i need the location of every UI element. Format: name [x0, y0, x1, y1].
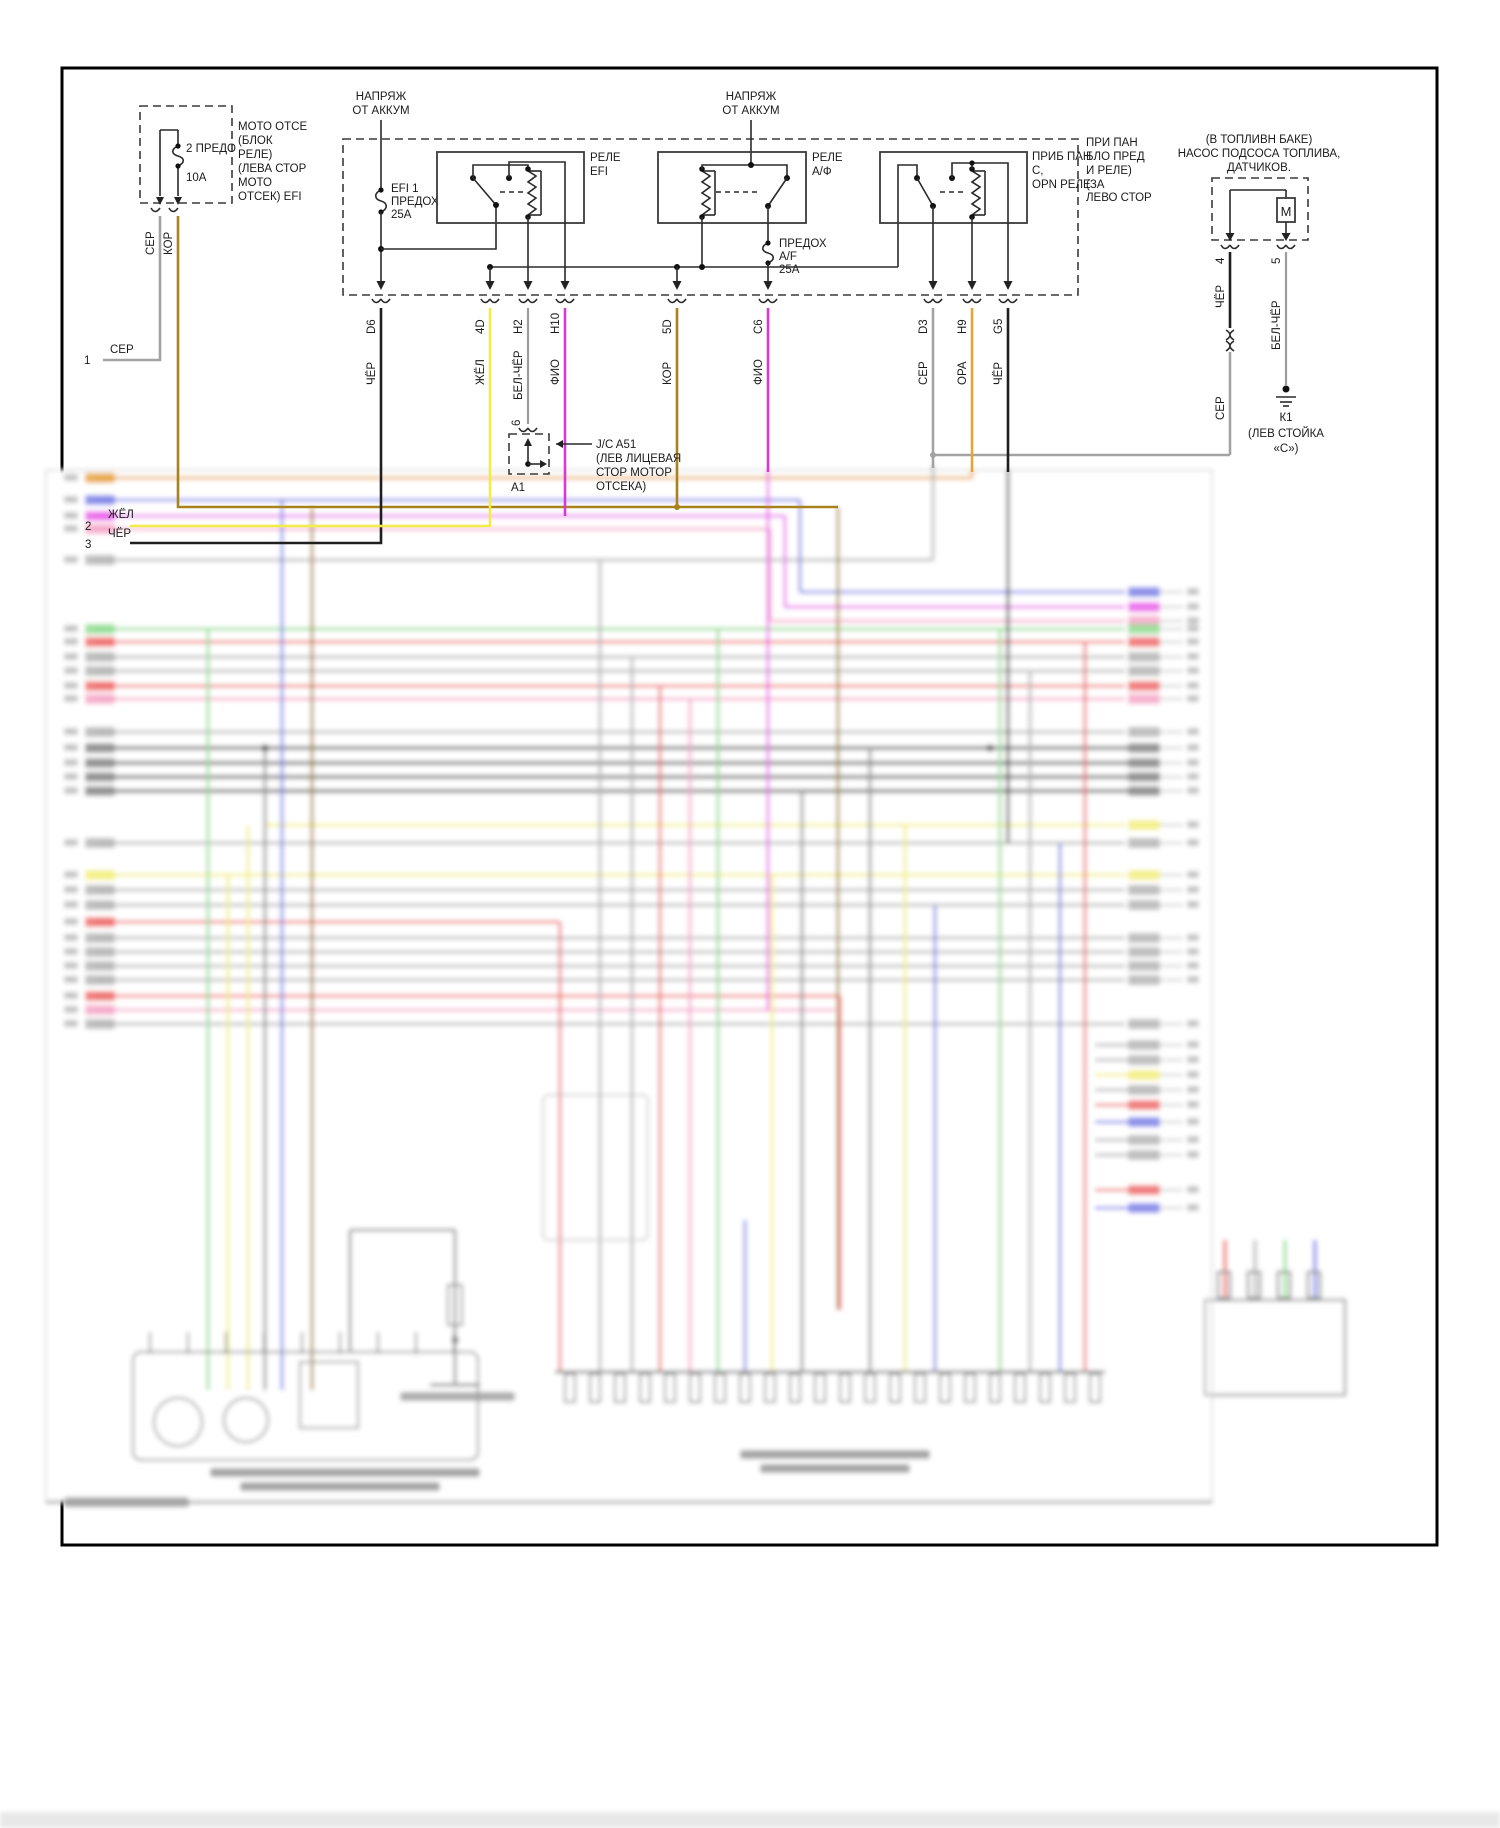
blur-rect — [1128, 933, 1160, 943]
relay-name: OPN РЕЛЕ — [1032, 179, 1091, 191]
pump-location: (В ТОПЛИВН БАКЕ) — [1205, 134, 1313, 146]
blur-rect — [85, 624, 115, 634]
blur-rect — [85, 900, 115, 910]
pin-label: H2 — [513, 319, 525, 334]
blur-rect — [1187, 839, 1199, 846]
wire-color-label: ФИО — [753, 359, 765, 385]
fuse-block-name: (БЛОК — [238, 135, 273, 147]
fuse-label: A/F — [779, 251, 797, 263]
pin-label: 4 — [1215, 257, 1227, 264]
wire-color-label: ЧЁР — [993, 361, 1005, 385]
wire-kor — [178, 216, 838, 507]
blurred-panel — [46, 470, 1212, 1502]
blur-rect — [64, 918, 78, 925]
blur-rect — [85, 637, 115, 647]
jc-location: (ЛЕВ ЛИЦЕВАЯ — [596, 453, 682, 465]
blur-rect — [85, 758, 115, 768]
blur-rect — [1128, 870, 1160, 880]
connector-arcs — [151, 208, 178, 212]
blur-rect — [85, 495, 115, 505]
blur-rect — [1128, 1203, 1160, 1213]
blur-rect — [1187, 625, 1199, 632]
blur-rect — [85, 727, 115, 737]
blur-rect — [64, 839, 78, 846]
wire-color-label: ЧЁР — [1215, 284, 1227, 308]
blur-rect — [85, 933, 115, 943]
blur-circle — [987, 745, 994, 752]
blur-rect — [1128, 786, 1160, 796]
blur-rect — [1187, 1041, 1199, 1048]
blur-rect — [85, 838, 115, 848]
blur-rect — [85, 694, 115, 704]
blurred-caption — [64, 1497, 189, 1507]
blur-rect — [1128, 602, 1160, 612]
relay-name: РЕЛЕ — [590, 152, 621, 164]
blur-rect — [85, 1019, 115, 1029]
battery-feed-label: НАПРЯЖ — [355, 91, 407, 103]
blur-rect — [64, 934, 78, 941]
blur-rect — [85, 652, 115, 662]
relay-coil — [702, 171, 710, 215]
blur-rect — [1128, 975, 1160, 985]
relay-location: ПРИ ПАН — [1086, 137, 1138, 149]
blur-rect — [1128, 900, 1160, 910]
ground-location: (ЛЕВ СТОЙКА — [1248, 428, 1324, 440]
blur-rect — [1128, 1070, 1160, 1080]
blur-rect — [85, 975, 115, 985]
fuse-efi1-symbol — [376, 190, 387, 212]
blur-rect — [64, 695, 78, 702]
blur-rect — [85, 991, 115, 1001]
fuse-block-name: ОТСЕК) EFI — [238, 191, 302, 203]
blur-rect — [1187, 962, 1199, 969]
blur-rect — [1187, 948, 1199, 955]
blur-rect — [1187, 1101, 1199, 1108]
blur-rect — [1187, 728, 1199, 735]
blur-rect — [1128, 652, 1160, 662]
pin-label: 5 — [1271, 257, 1283, 264]
fuse-rating: 25А — [391, 209, 412, 221]
connector-arcs — [519, 428, 537, 432]
fuse-rating: 25А — [779, 264, 800, 276]
jc-terminal: A1 — [511, 482, 526, 494]
blur-rect — [1187, 759, 1199, 766]
blur-rect — [1187, 617, 1199, 624]
relay-coil — [528, 171, 536, 215]
pin-label: 6 — [511, 419, 523, 426]
battery-feed-label: ОТ АККУМ — [722, 105, 780, 117]
blur-rect — [1128, 1085, 1160, 1095]
blur-rect — [64, 759, 78, 766]
blur-rect — [1187, 1204, 1199, 1211]
fuse-label: ПРЕДОХ — [779, 238, 827, 250]
blur-rect — [85, 885, 115, 895]
blur-rect — [1128, 666, 1160, 676]
terminal-number: 2 — [85, 521, 92, 533]
blur-rect — [85, 772, 115, 782]
pump-name: НАСОС ПОДСОСА ТОПЛИВА, — [1177, 148, 1341, 160]
blur-circle — [262, 745, 269, 752]
blurred-caption — [210, 1468, 480, 1477]
blur-rect — [64, 787, 78, 794]
relay-name: С, — [1032, 165, 1044, 177]
blur-rect — [64, 773, 78, 780]
blur-rect — [85, 961, 115, 971]
fuel-pump-assembly — [1178, 134, 1341, 455]
blur-rect — [64, 525, 78, 532]
blur-rect — [85, 473, 115, 483]
blur-rect — [64, 744, 78, 751]
efi-relay — [437, 152, 621, 281]
terminal-number: 3 — [85, 539, 92, 551]
blur-rect — [1187, 901, 1199, 908]
blur-rect — [1128, 885, 1160, 895]
relay-name: А/Ф — [812, 166, 832, 178]
blur-rect — [1128, 1100, 1160, 1110]
af-relay-box — [658, 152, 806, 223]
jc-location: СТОР МОТОР — [596, 467, 672, 479]
pin-label: H9 — [957, 319, 969, 334]
blur-rect — [1187, 653, 1199, 660]
fuse-10a-symbol — [173, 146, 184, 166]
blur-rect — [1128, 1055, 1160, 1065]
boundary-connectors — [372, 281, 1017, 303]
blur-rect — [1187, 1020, 1199, 1027]
fuse-rating: 10А — [186, 172, 207, 184]
blur-rect — [1187, 773, 1199, 780]
blur-rect — [1187, 1186, 1199, 1193]
relay-location: ЛЕВО СТОР — [1086, 192, 1152, 204]
blur-rect — [1128, 820, 1160, 830]
blur-rect — [1187, 821, 1199, 828]
blur-rect — [1187, 1071, 1199, 1078]
blur-rect — [1187, 667, 1199, 674]
pin-label: H10 — [550, 312, 562, 334]
blur-rect — [1128, 1135, 1160, 1145]
blur-rect — [1128, 681, 1160, 691]
wire-color-label: ЖЁЛ — [108, 509, 134, 521]
blur-rect — [85, 870, 115, 880]
blur-rect — [1187, 682, 1199, 689]
blurred-caption — [240, 1482, 440, 1491]
fuse-block-name: (ЛЕВА СТОР — [238, 163, 307, 175]
blur-rect — [64, 871, 78, 878]
wire-color-label: СЕР — [1215, 396, 1227, 420]
circuit-opening-relay — [880, 137, 1152, 281]
wire-color-label: ЧЁР — [108, 528, 132, 540]
blur-rect — [1187, 603, 1199, 610]
pin-label: 5D — [662, 319, 674, 334]
blur-rect — [1128, 758, 1160, 768]
blur-rect — [1187, 1151, 1199, 1158]
blur-rect — [1128, 1150, 1160, 1160]
blur-rect — [1128, 727, 1160, 737]
fuse-label: 2 ПРЕДО — [186, 143, 236, 155]
blur-rect — [85, 666, 115, 676]
battery-feed-label: ОТ АККУМ — [352, 105, 410, 117]
relay-name: ПРИБ ПАН — [1032, 151, 1092, 163]
blur-rect — [64, 901, 78, 908]
wire-color-label: ЖЁЛ — [475, 359, 487, 385]
blur-rect — [64, 556, 78, 563]
engine-room-fuse-block — [140, 106, 307, 212]
pin-label: D3 — [918, 319, 930, 334]
wire-color-label: ОРА — [957, 361, 969, 385]
blur-rect — [64, 1020, 78, 1027]
wire-color-label: СЕР — [110, 344, 134, 356]
ground-location: «С») — [1273, 443, 1299, 455]
fuse-block-name: МОТО ОТСЕ — [238, 121, 308, 133]
ground-id: К1 — [1279, 412, 1293, 424]
blur-rect — [1187, 1056, 1199, 1063]
blur-rect — [64, 992, 78, 999]
blur-rect — [1128, 637, 1160, 647]
blur-rect — [85, 743, 115, 753]
blur-rect — [85, 1005, 115, 1015]
pin-label: G5 — [993, 318, 1005, 334]
fuse-af-symbol — [763, 243, 774, 263]
fuse-block-name: МОТО — [238, 177, 272, 189]
blur-rect — [1128, 624, 1160, 634]
blur-rect — [1187, 588, 1199, 595]
pump-box — [1212, 178, 1308, 240]
blur-rect — [85, 555, 115, 565]
blur-rect — [64, 948, 78, 955]
fuse-label: EFI 1 — [391, 183, 419, 195]
blur-rect — [1128, 1019, 1160, 1029]
blur-rect — [1128, 694, 1160, 704]
wire-junction — [674, 504, 680, 510]
af-relay — [658, 152, 843, 223]
relay-location: И РЕЛЕ) — [1086, 165, 1132, 177]
connector-arcs — [372, 299, 1017, 303]
blur-rect — [1128, 838, 1160, 848]
blur-rect — [1187, 934, 1199, 941]
blur-rect — [85, 786, 115, 796]
blur-rect — [64, 1006, 78, 1013]
blur-rect — [1187, 976, 1199, 983]
blur-rect — [1187, 871, 1199, 878]
relay-location: БЛО ПРЕД — [1086, 151, 1145, 163]
relay-coil — [972, 171, 980, 215]
blur-rect — [64, 962, 78, 969]
wire-color-label: БЕЛ-ЧЁР — [1271, 300, 1283, 350]
blur-rect — [1128, 1185, 1160, 1195]
blur-rect — [64, 625, 78, 632]
jc-location: ОТСЕКА) — [596, 481, 647, 493]
wire-color-label: ЧЁР — [366, 361, 378, 385]
blur-rect — [1128, 1040, 1160, 1050]
fuse-label: ПРЕДОХ — [391, 196, 439, 208]
pin-label: D6 — [366, 319, 378, 334]
blur-rect — [1187, 1118, 1199, 1125]
battery-feed-label: НАПРЯЖ — [725, 91, 777, 103]
motor-letter: M — [1280, 204, 1292, 219]
wire-color-label: ФИО — [550, 359, 562, 385]
blurred-caption — [740, 1450, 930, 1459]
blur-rect — [64, 667, 78, 674]
blur-rect — [1187, 1086, 1199, 1093]
wire-color-label: СЕР — [145, 231, 157, 255]
blur-rect — [64, 886, 78, 893]
blur-rect — [64, 682, 78, 689]
blurred-wiring-section — [0, 465, 1500, 1828]
relay-name: РЕЛЕ — [812, 152, 843, 164]
right-connector-block — [1205, 1300, 1345, 1395]
blurred-caption — [760, 1464, 910, 1473]
blur-rect — [1128, 1117, 1160, 1127]
wire-color-label: КОР — [163, 231, 175, 255]
fuse-block-name: РЕЛЕ) — [238, 149, 273, 161]
screen-bottom-strip — [0, 1812, 1500, 1828]
blur-rect — [85, 681, 115, 691]
blur-rect — [85, 947, 115, 957]
blur-rect — [64, 653, 78, 660]
blur-rect — [1128, 947, 1160, 957]
blur-rect — [1128, 587, 1160, 597]
connector-arcs — [1221, 245, 1295, 249]
blur-rect — [85, 917, 115, 927]
blur-rect — [1187, 744, 1199, 751]
blur-rect — [64, 728, 78, 735]
inline-connector — [1226, 330, 1234, 351]
blur-rect — [64, 976, 78, 983]
relay-name: EFI — [590, 166, 608, 178]
jc-name: J/C A51 — [596, 439, 637, 451]
blur-rect — [1187, 787, 1199, 794]
terminal-number: 1 — [84, 355, 91, 367]
pump-name: ДАТЧИКОВ. — [1227, 162, 1291, 174]
blur-rect — [64, 512, 78, 519]
blur-rect — [1187, 638, 1199, 645]
blurred-caption — [400, 1392, 515, 1401]
blur-rect — [1187, 1136, 1199, 1143]
blur-rect — [64, 638, 78, 645]
blur-rect — [1128, 772, 1160, 782]
pin-label: 4D — [475, 319, 487, 334]
blur-rect — [1187, 695, 1199, 702]
blur-rect — [64, 496, 78, 503]
pin-label: C6 — [753, 319, 765, 334]
wire-color-label: СЕР — [918, 361, 930, 385]
wire-color-label: БЕЛ-ЧЁР — [513, 350, 525, 400]
relay-location: (ЗА — [1086, 179, 1105, 191]
blur-rect — [1128, 961, 1160, 971]
blur-rect — [1128, 743, 1160, 753]
wire-color-label: КОР — [662, 361, 674, 385]
blur-rect — [1187, 886, 1199, 893]
blur-rect — [64, 474, 78, 481]
